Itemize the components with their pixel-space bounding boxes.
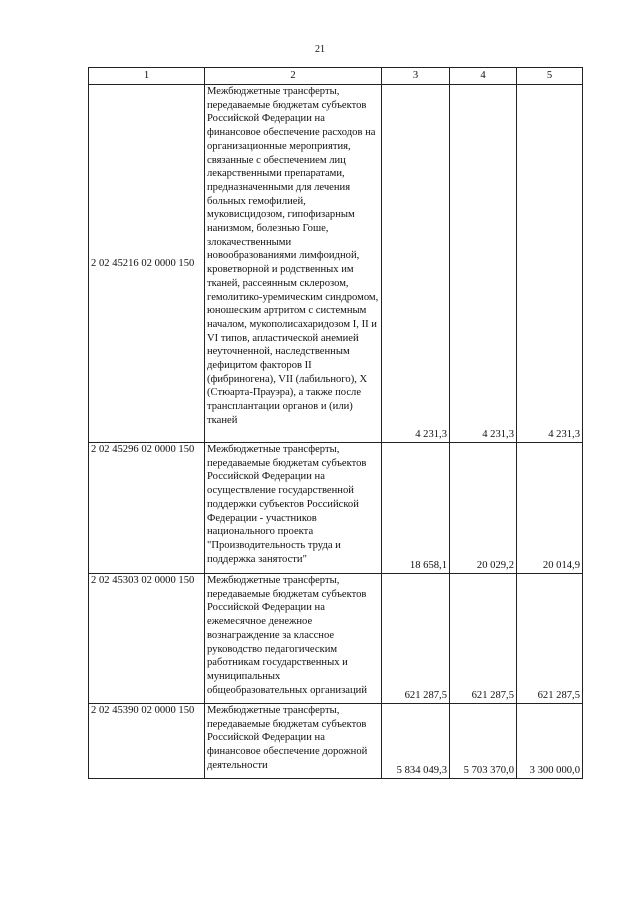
budget-code: 2 02 45296 02 0000 150 (89, 443, 205, 574)
amount-col-5: 621 287,5 (517, 574, 583, 704)
budget-code: 2 02 45216 02 0000 150 (89, 85, 205, 443)
amount-col-5: 3 300 000,0 (517, 704, 583, 779)
amount-col-4: 621 287,5 (450, 574, 517, 704)
budget-table (88, 67, 583, 779)
budget-code: 2 02 45303 02 0000 150 (89, 574, 205, 704)
amount-col-5: 20 014,9 (517, 443, 583, 574)
amount-col-3: 5 834 049,3 (382, 704, 450, 779)
amount-col-4: 4 231,3 (450, 85, 517, 443)
transfer-description: Межбюджетные трансферты, передаваемые бюджетам субъектов Российской Федерации на финансовое обеспечение расходов на организационные мероприятия, связанные с обеспечением лиц лекарственными препаратами, предназначенными для лечения больных гемофилией, муковисцидозом, гипофизарным нанизмом, болезнью Гоше, злокачественными новообразованиями лимфоидной, кроветворной и родственных им тканей, рассеянным склерозом, гемолитико-уремическим синдромом, юношеским артритом с системным началом, мукополисахаридозом I, II и VI типов, апластической анемией неуточненной, наследственным дефицитом факторов II (фибриногена), VII (лабильного), X (Стюарта-Прауэра), а также после трансплантации органов и (или) тканей (205, 85, 382, 443)
table-header-row (89, 68, 583, 85)
page-number: 21 (315, 44, 325, 55)
amount-col-3: 4 231,3 (382, 85, 450, 443)
table-row (89, 443, 583, 574)
table-row (89, 574, 583, 704)
table-row (89, 85, 583, 443)
amount-col-3: 18 658,1 (382, 443, 450, 574)
amount-col-4: 20 029,2 (450, 443, 517, 574)
column-header-1: 1 (89, 68, 205, 85)
column-header-3: 3 (382, 68, 450, 85)
budget-code: 2 02 45390 02 0000 150 (89, 704, 205, 779)
column-header-4: 4 (450, 68, 517, 85)
transfer-description: Межбюджетные трансферты, передаваемые бюджетам субъектов Российской Федерации на осуществление государственной поддержки субъектов Российской Федерации - участников национального проекта "Производительность труда и поддержка занятости" (205, 443, 382, 574)
column-header-5: 5 (517, 68, 583, 85)
transfer-description: Межбюджетные трансферты, передаваемые бюджетам субъектов Российской Федерации на финансовое обеспечение дорожной деятельности (205, 704, 382, 779)
table-row (89, 704, 583, 779)
amount-col-4: 5 703 370,0 (450, 704, 517, 779)
amount-col-3: 621 287,5 (382, 574, 450, 704)
transfer-description: Межбюджетные трансферты, передаваемые бюджетам субъектов Российской Федерации на ежемесячное денежное вознаграждение за классное руководство педагогическим работникам государственных и муниципальных общеобразовательных организаций (205, 574, 382, 704)
column-header-2: 2 (205, 68, 382, 85)
amount-col-5: 4 231,3 (517, 85, 583, 443)
